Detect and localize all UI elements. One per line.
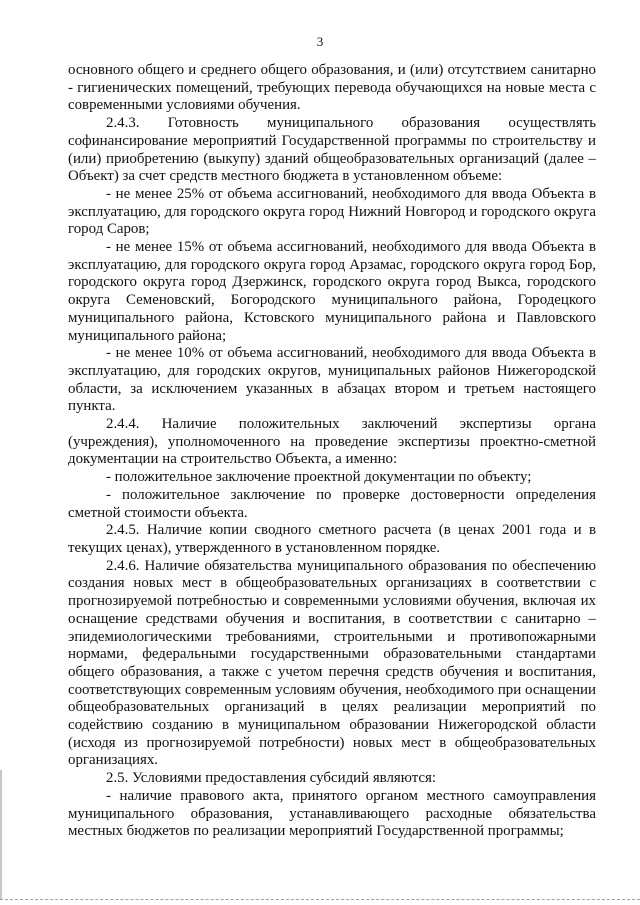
paragraph-1: основного общего и среднего общего образования, и (или) отсутствием санитарно - гигиенических помещений, требующих перевода обучающихся на новые места с современными условиями обучения. bbox=[68, 62, 596, 114]
paragraph-2-5: 2.5. Условиями предоставления субсидий являются: bbox=[106, 770, 436, 787]
paragraph-estimate-conclusion: - положительное заключение по проверке достоверности определения сметной стоимости объекта. bbox=[68, 486, 596, 521]
paragraph-2-4-3: 2.4.3. Готовность муниципального образования осуществлять софинансирование мероприятий Государственной программы по строительству и (или) приобретению (выкупу) зданий общеобразовательных организаций (далее – Объект) за счет средств местного бюджета в установленном объеме: bbox=[68, 115, 596, 185]
scan-edge-mark bbox=[0, 770, 2, 900]
paragraph-project-conclusion: - положительное заключение проектной документации по объекту; bbox=[106, 469, 532, 486]
paragraph-legal-act: - наличие правового акта, принятого органом местного самоуправления муниципального образования, устанавливающего расходные обязательства местных бюджетов по реализации мероприятий Государственной программы; bbox=[68, 787, 596, 840]
page-number: 3 bbox=[316, 34, 324, 49]
paragraph-15-percent: - не менее 15% от объема ассигнований, необходимого для ввода Объекта в эксплуатацию, для городского округа город Арзамас, городского округа город Бор, городского округа город Дзержинск, городского округа город Выкса, городского округа Семеновский, Богородского муниципального района, Городецкого муниципального района, Кстовского муниципального района и Павловского муниципального района; bbox=[68, 239, 596, 344]
scan-bottom-edge bbox=[0, 899, 640, 902]
document-body bbox=[68, 62, 596, 841]
paragraph-2-4-6: 2.4.6. Наличие обязательства муниципального образования по обеспечению создания новых мест в общеобразовательных организациях в соответствии с прогнозируемой потребностью и современными условиями обучения, включая их оснащение средствами обучения и воспитания, в соответствии с санитарно – эпидемиологическими требованиями, строительными и противопожарными нормами, федеральными государственными образовательными стандартами общего образования, а также с учетом перечня средств обучения и воспитания, соответствующих современным условиям обучения, необходимого при оснащении общеобразовательных организаций в целях реализации мероприятий по содействию созданию в муниципальном образовании Нижегородской области (исходя из прогнозируемой потребности) новых мест в общеобразовательных организациях. bbox=[68, 557, 596, 769]
paragraph-25-percent: - не менее 25% от объема ассигнований, необходимого для ввода Объекта в эксплуатацию, для городского округа город Нижний Новгород и городского округа город Саров; bbox=[68, 185, 596, 238]
paragraph-2-4-5: 2.4.5. Наличие копии сводного сметного расчета (в ценах 2001 года и в текущих ценах), утвержденного в установленном порядке. bbox=[68, 522, 596, 556]
paragraph-2-4-4: 2.4.4. Наличие положительных заключений экспертизы органа (учреждения), уполномоченного на проведение экспертизы проектно-сметной документации на строительство Объекта, а именно: bbox=[68, 416, 596, 468]
paragraph-10-percent: - не менее 10% от объема ассигнований, необходимого для ввода Объекта в эксплуатацию, для городских округов, муниципальных районов Нижегородской области, за исключением указанных в абзацах втором и третьем настоящего пункта. bbox=[68, 345, 596, 415]
